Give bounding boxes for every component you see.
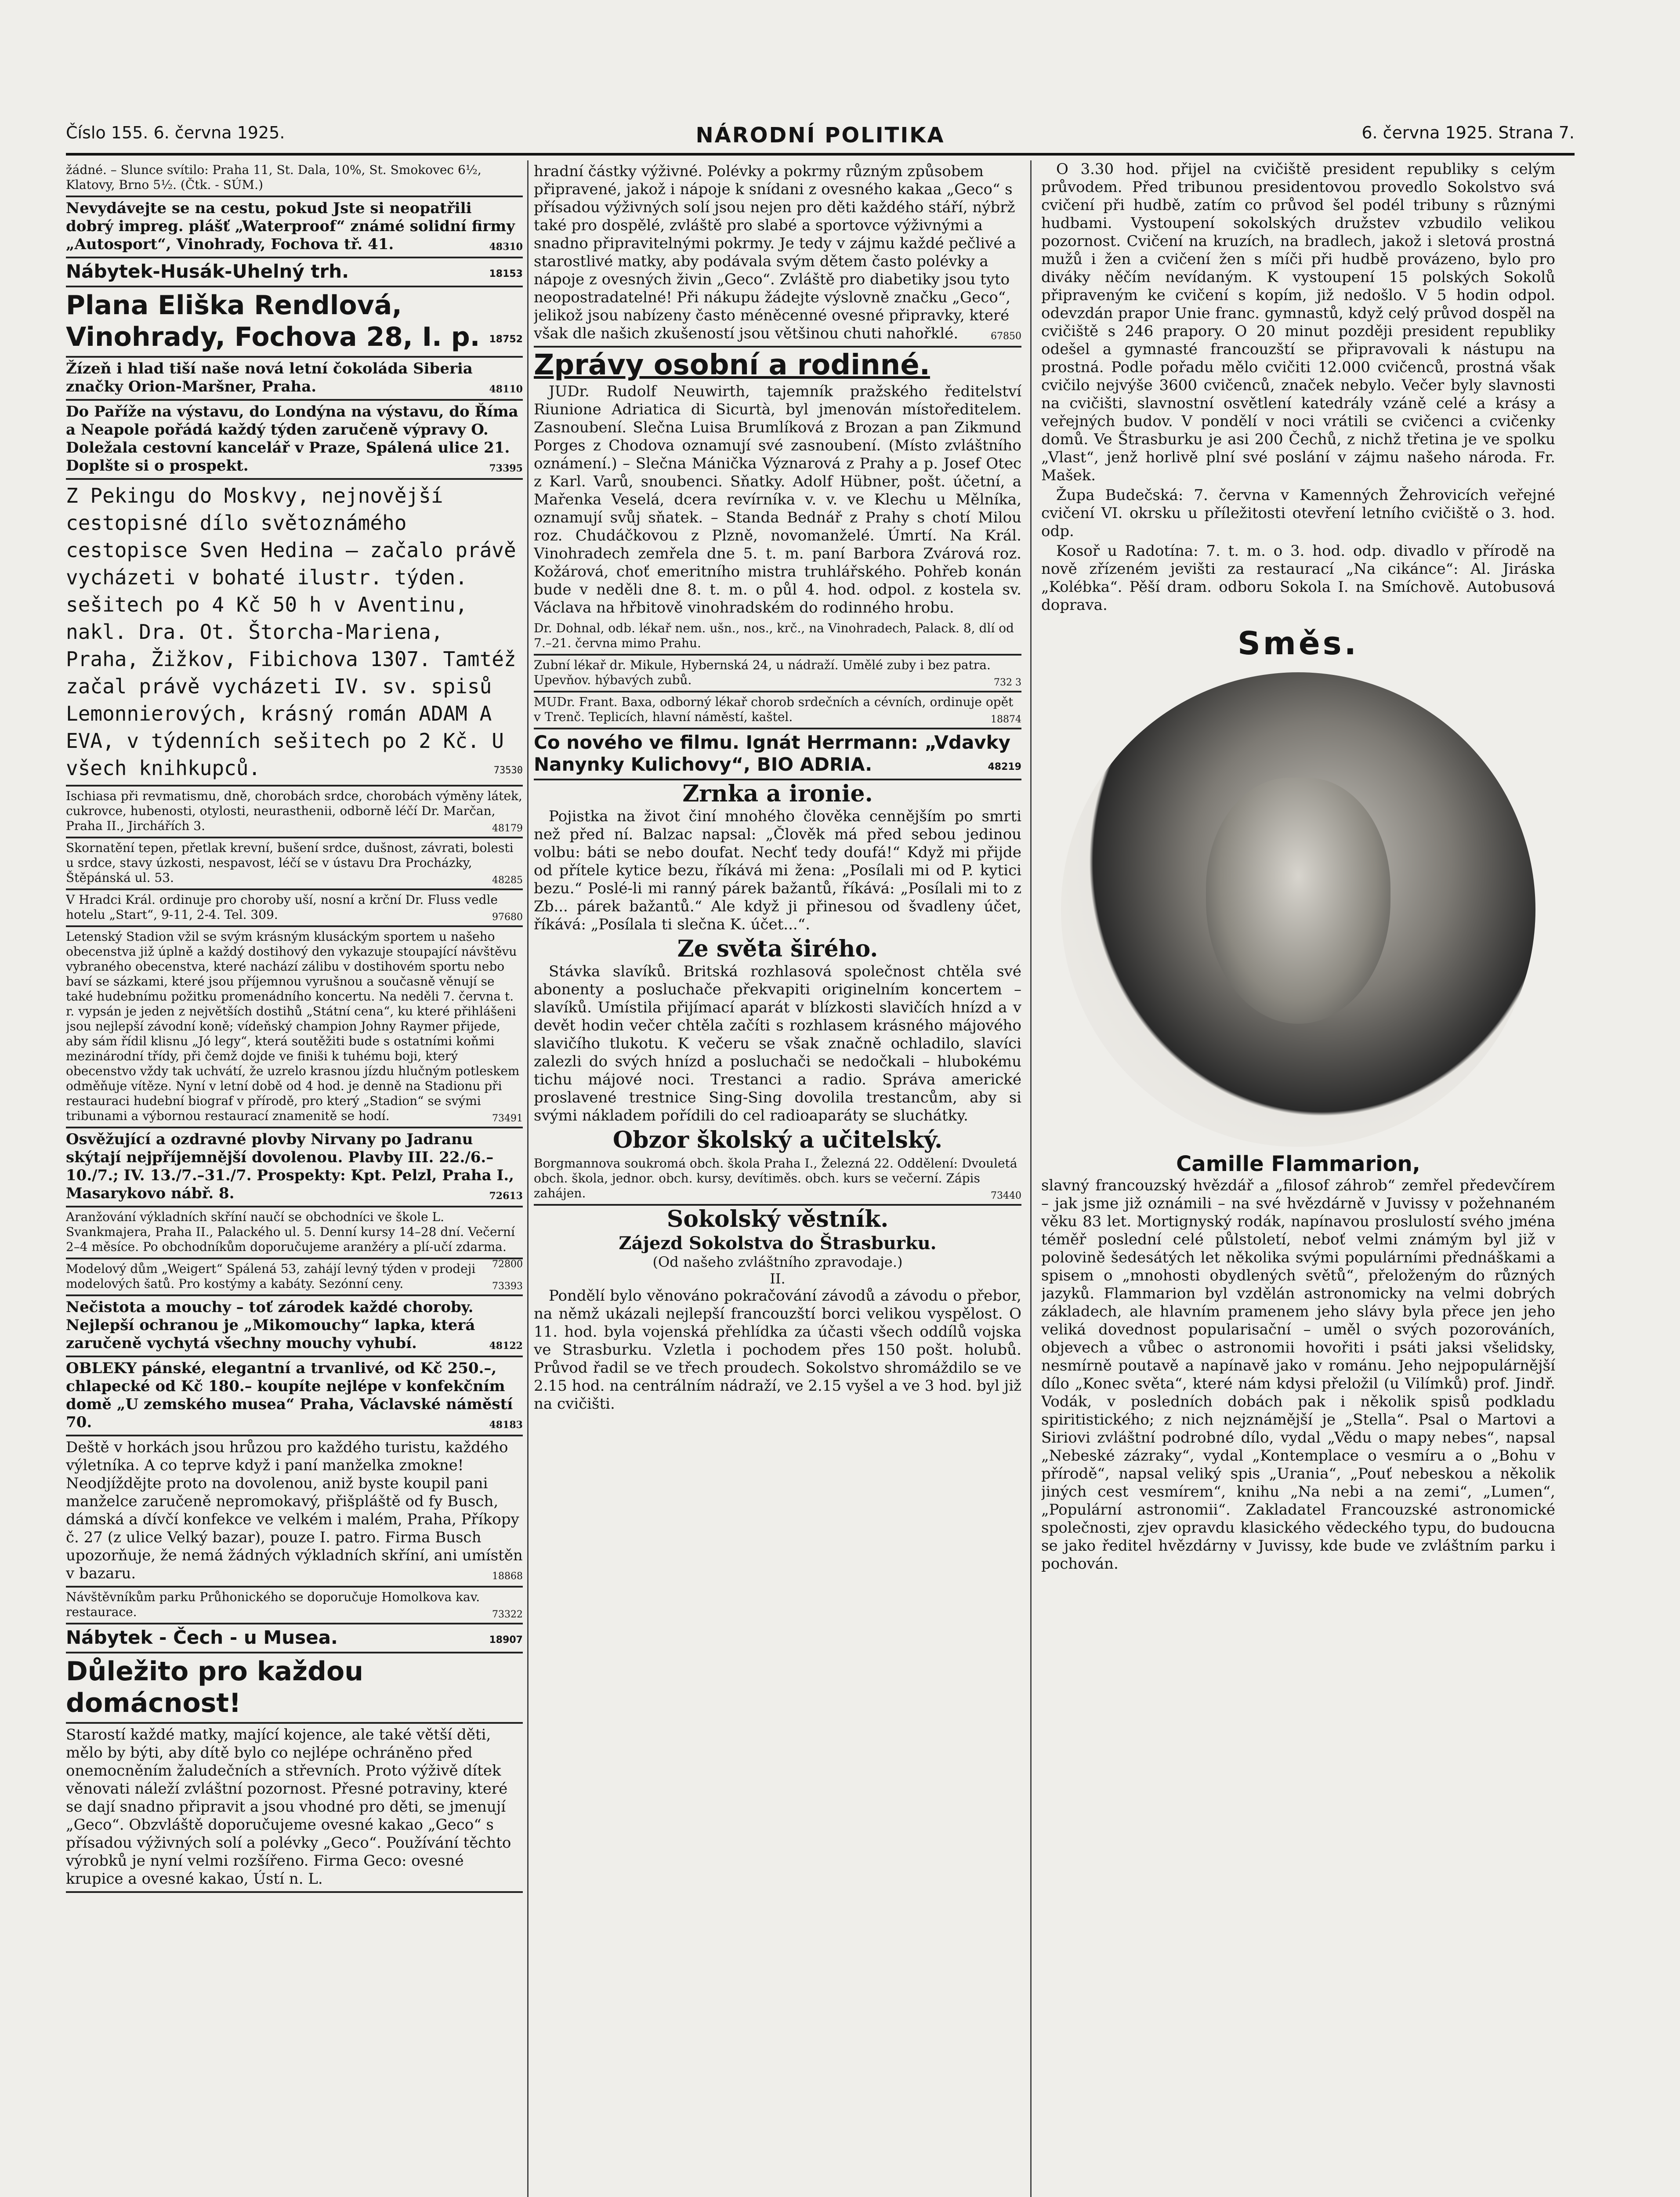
article-text: hradní částky výživné. Polévky a pokrmy různým způsobem připravené, jakož i nápoje k snídani z ovesného kakaa „Geco“ s přísadou výživných solí jsou nejen pro děti každého stáří, nýbrž také pro dospělé, zvláště pro slabé a sportovce výživnými a snadno připravitelnými pokrmy. Je tedy v zájmu každé pečlivé a starostlivé matky, aby podávala svým dětem často polévky a nápoje z ovesných živin „Geco“. Zvláště pro diabetiky jsou tyto neopostradatelné! Při nákupu žádejte výslovně značku „Geco“, jelikož jsou nabízeny často méněcenné ovesné připravky, které však dle našich zkušeností jsou většinou chuti nahořklé. [534,163,1016,342]
doctor-ad [534,656,1021,692]
zrnka-text: Pojistka na život činí mnohého člověka cennějším po smrti než před ní. Balzac napsal: „Člověk má před sebou jedinou volbu: báti se nebo doufat. Nechť tedy doufá!“ Když mi přijde od přítele kytice bezu, říkává mi žena: „Posílali mi od P. kytici bezu.“ Poslé-li mi ranný párek bažantů, říkává: „Posílali mi to z Zb... párek bažantů.“ Ale když ji přinesou od švadleny účet, říkává: „Posílala ti slečna K. účet...“. [534,808,1021,933]
page-number: 6. června 1925. Strana 7. [1361,123,1575,142]
sokol-continued: O 3.30 hod. přijel na cvičiště president republiky s celým průvodem. Před tribunou presidentovou provedlo Sokolstvo svá cvičení při hudbě, zatím co průvod šel podél tribuny s různými hudbami. Vystoupení sokolských družstev vzbudilo velikou pozornost. Cvičení na kruzích, na bradlech, jakož i sletová prostná mužů i žen a cvičení žen s míči při hudbě provázeno, bylo pro diváky něčím nevídaným. K vystoupení 15 polských Sokolů připraveným ke cvičení s kopím, již nedošlo. V 5 hodin odpol. odevzdán prapor Unie franc. gymnastů, když celý průvod dospěl na cvičiště s 246 prapory. O 20 minut později president republiky odešel a gymnasté francouzští se připravovali k nástupu na prostná. Podle pořadu mělo cvičiti 12.000 cvičenců, prostná však cvičilo nejvýše 3600 cvičenců, značek nebylo. Večer byly slavnosti na cvičišti, slavnostní osvětlení katedrály vzáně celé a krásy a veřejných budov. V pondělí v noci vrátili se cvičenci a cvičenky domů. Ve Štrasburku je asi 200 Čechů, z nichž třetina je ve spolku „Vlast“, jenž horlivě plní své poslání v zájmu našeho národa. Fr. Mašek. [1041,160,1555,484]
portrait-image [1061,672,1535,1147]
classified-ad [66,787,523,838]
classified-ad [66,1296,523,1357]
classified-ad-text: Návštěvníkům parku Průhonického se doporučuje Homolkova kav. restaurace. [66,1590,480,1619]
ad-number: 18868 [492,1571,523,1582]
classified-ad [66,1653,523,1724]
personal-news: JUDr. Rudolf Neuwirth, tajemník pražského ředitelství Riunione Adriatica di Sicurtà, byl jmenován místoředitelem. Zasnoubení. Slečna Luisa Brumlíková z Brozan a pan Zikmund Porges z Chodova oznamují své zasnoubení. (Místo zvláštního oznámení.) – Slečna Mánička Význarová z Prahy a p. Josef Otec z Karl. Varů, snoubenci. Sňatky. Adolf Hübner, pošt. účetní, a Mařenka Veselá, dcera revírníka v. v. ve Klechu u Mělníka, oznamují svůj sňatek. – Standa Bednář z Prahy s chotí Milou roz. Chudáčkovou z Plzně, novomanželé. Úmrtí. Na Král. Vinohradech zemřela dne 5. t. m. paní Barbora Zvárová roz. Kožárová, choť emeritního mistra truhlářského. Pohřeb konán bude v neděli dne 8. t. m. o půl 4. hod. odpol. z kostela sv. Václava na hřbitově vinohradském do rodinného hrobu. [534,383,1021,616]
classified-ad [66,480,523,787]
issue-number: Číslo 155. 6. června 1925. [66,123,285,142]
section-title-zrnka: Zrnka a ironie. [682,780,873,807]
ad-number: 73440 [991,1190,1021,1201]
sokol-part: II. [770,1270,786,1287]
classified-ad-text: žádné. – Slunce svítilo: Praha 11, St. Dala, 10%, St. Smokovec 6½, Klatovy, Brno 5½. (Čtk. - SÚM.) [66,163,482,192]
sokol-source: (Od našeho zvláštního zpravodaje.) [652,1254,903,1270]
doctor-ad-text: Zubní lékař dr. Mikule, Hybernská 24, u nádraží. Umělé zuby i bez patra. Upevňov. hýbavých zubů. [534,658,991,687]
classified-ad [66,258,523,287]
classified-ad [66,1588,523,1624]
ad-number: 48285 [492,875,523,886]
portrait-face [1206,778,1390,1024]
classified-ad-text: Plana Eliška Rendlová, Vinohrady, Fochova 28, I. p. [66,290,480,352]
section-title-svet: Ze světa širého. [677,935,878,962]
classified-ad [66,358,523,401]
ad-number: 73322 [492,1609,523,1620]
zupa-notice: Župa Budečská: 7. června v Kamenných Žehrovicích veřejné cvičení VI. okrsku u příležitosti otevření letního cvičiště o 3. hod. odp. [1041,486,1555,540]
sokol-subtitle: Zájezd Sokolstva do Štrasburku. [619,1233,937,1254]
ad-number: 48183 [489,1419,523,1431]
classified-ad [66,1259,523,1296]
doctor-ads [534,619,1021,729]
ad-number: 732 3 [994,677,1021,688]
doctor-ad [534,692,1021,729]
classified-ad-text: Letenský Stadion vžil se svým krásným klusáckým sportem u našeho obecenstva již úplně a každý dostihový den vykazuje stoupající návštěvu vybraného obecenstva, které nachází zálibu v dostihovém sportu nebo baví se sázkami, které jsou příjemnou vyrušnou a současně věnují se také hudebnímu požitku promenádního koncertu. Na neděli 7. června t. r. vypsán je jeden z největších dostihů „Státní cena“, ku které přihlášeni jsou nejlepší závodní koně; vídeňský champion Johny Raymer přijede, aby sám řídil klisnu „Jó legy“, která soutěžiti bude s ostatními koňmi mezinárodní třídy, při čemž dojde ve finiši k tuhému boji, který obecenstvo vždy tak uchvátí, že uzrelo krasnou jízdu hlučným potleskem odměňuje vítěze. Nyní v letní době od 4 hod. je denně na Stadionu při restauraci hudební biograf v přírodě, pro který „Stadion“ se svými tribunami a výbornou restaurací znamenitě se hodí. [66,929,520,1123]
ad-number: 18752 [489,334,523,345]
svet-text: Stávka slavíků. Britská rozhlasová společnost chtěla své abonenty a posluchače překvapiti originelním koncertem – slavíků. Umístila přijímací aparát v blízkosti slavičích hnízd a v devět hodin večer chtěla začíti s rozhlasem krásného májového slavičího tlukotu. K večeru se však značně ochladilo, slavíci zalezli do svých hnízd a posluchači se nedočkali – hlubokému tichu májové noci. Trestanci a radio. Správa americké proslavené trestnice Sing-Sing dovolila trestancům, aby si svými nákladem pořídili do cel radioaparáty se sluchátky. [534,963,1021,1124]
header-rule [66,153,1575,156]
ad-number: 97680 [492,912,523,923]
classified-ad [66,1624,523,1653]
classified-ad-text: Důležito pro každou domácnost! [66,1656,363,1718]
sokol-text: Pondělí bylo věnováno pokračování závodů a závodu o přebor, na němž ukázali nejlepší francouzští borci velikou vyspělost. O 11. hod. byla vojenská přehlídka za účasti všech oddílů vojska ve Strasburku. Vzletla i pochodem přes 150 pošt. holubů. Průvod řadil se ve třech proudech. Sokolstvo shromáždilo se ve 2.15 hod. na centrálním nádraží, ve 2.15 vyšel a ve 3 hod. byl již na cvičišti. [534,1287,1021,1413]
section-title-smes: Směs. [1238,625,1359,662]
column-news [534,160,1021,2197]
classified-ad-text: Nečistota a mouchy – toť zárodek každé choroby. Nejlepší ochranou je „Mikomouchy“ lapka, která zaručeně vychytá všechny mouchy vyhubí. [66,1298,475,1352]
classified-ad-text: Aranžování výkladních skříní naučí se obchodníci ve škole L. Svankmajera, Praha II., Palackého ul. 5. Denní kursy 14–28 dní. Večerní 2–4 měsíce. Po obchodníkům doporučujeme aranžéry a plí-učí zdarma. [66,1210,515,1254]
classified-ad-text: Skornatění tepen, přetlak krevní, bušení srdce, dušnost, závrati, bolesti u srdce, stavy úzkosti, nespavost, léčí se v ústavu Dra Procházky, Štěpánská ul. 53. [66,841,514,885]
ad-number: 48219 [988,761,1021,772]
column-divider [527,160,529,2197]
doctor-ad-text: MUDr. Frant. Baxa, odborný lékař chorob srdečních a cévních, ordinuje opět v Trenč. Teplicích, hlavní náměstí, kaštel. [534,695,1014,724]
school-ad-text: Borgmannova soukromá obch. škola Praha I., Železná 22. Oddělení: Dvouletá obch. škola, jednor. obch. kursy, devítiměs. obch. kurs se večerní. Zápis zahájen. [534,1156,1017,1200]
geco-article [534,160,1021,348]
masthead: NÁRODNÍ POLITIKA [695,123,945,148]
ad-number: 48110 [489,384,523,395]
ad-number: 18907 [489,1635,523,1646]
ad-number: 73393 [492,1281,523,1292]
ad-number: 72613 [489,1190,523,1202]
classified-ad-text: Nevydávejte se na cestu, pokud Jste si neopatřili dobrý impreg. plášť „Waterproof“ známé solidní firmy „Autosport“, Vinohrady, Fochova tř. 41. [66,199,515,253]
classified-ad-text: Starostí každé matky, mající kojence, ale také větší děti, mělo by býti, aby dítě bylo co nejlépe ochráněno před onemocněním žaludečních a střevních. Proto výživě dítek věnovati náleží zvláštní pozornost. Přesné potraviny, které se dají snadno připravit a jsou vhodné pro děti, se jmenují „Geco“. Obzvláště doporučujeme ovesné kakao „Geco“ s přísadou výživných solí a polévky „Geco“. Používání těchto výrobků je nyní velmi rozšířeno. Firma Geco: ovesné krupice a ovesné kakao, Ústí n. L. [66,1726,511,1888]
classified-ad-text: Nábytek - Čech - u Musea. [66,1627,338,1648]
classified-ad-text: Osvěžující a ozdravné plovby Nirvany po Jadranu skýtají nejpříjemnější dovolenou. Plavby III. 22./6.–10./7.; IV. 13./7.–31./7. Prospekty: Kpt. Pelzl, Praha I., Masarykovo nábř. 8. [66,1131,514,1202]
ad-number: 67850 [991,331,1021,342]
classified-ad-text: Modelový dům „Weigert“ Spálená 53, zahájí levný týden v prodeji modelových šatů. Pro kostýmy a kabáty. Sezónní ceny. [66,1262,476,1291]
page-header [66,123,1575,154]
doctor-ad [534,619,1021,656]
classified-ad-text: OBLEKY pánské, elegantní a trvanlivé, od Kč 250.–, chlapecké od Kč 180.– koupíte nejlépe v konfekčním domě „U zemského musea“ Praha, Václavské náměstí 70. [66,1360,513,1431]
classified-ad-text: Z Pekingu do Moskvy, nejnovější cestopisné dílo světoznámého cestopisce Sven Hedina – začalo právě vycházeti v bohaté ilustr. týden. sešitech po 4 Kč 50 h v Aventinu, nakl. Dra. Ot. Štorcha-Mariena, Praha, Žižkov, Fibichova 1307. Tamtéž začal právě vycházeti IV. sv. spisů Lemonnierových, krásný román ADAM A EVA, v týdenních sešitech po 2 Kč. U všech knihkupců. [66,484,516,780]
classified-ad-text: Nábytek-Husák-Uhelný trh. [66,261,349,282]
classified-ad [66,160,523,197]
flammarion-obituary: slavný francouzský hvězdář a „filosof záhrob“ zemřel předevčírem – jak jsme již oznámili – na své hvězdárně v Juvissy v požehnaném věku 83 let. Mortignyský rodák, napínavou proslulostí svého jména téměř poslední celé půlstoletí, neboť velmi známým byl již v polovině šedesátých let několika svými populárními přednáškami a spisem o „mnohosti obydlených světů“, přeloženým do různých jazyků. Flammarion byl vzdělán astronomicky na velmi dobrých základech, ale hlavním pramenem jeho slávy byla přece jen jeho veliká dovednost popularisační – uměl o svých pozorováních, objevech a vůbec o astronomii hovořiti i psáti jaksi všelidsky, nesmírně poutavě a napínavě jako v románu. Jeho nejpopulárnější dílo „Konec světa“, které nám kdysi přeložil (u Vilímků) prof. Jindř. Vodák, v posledních dobách pak i několik spisů podkladu spiritistického; z nich nejznámější je „Stella“. Psal o Martovi a Siriovi zvláštní podrobné dílo, vydal „Vědu o mapy nebes“, napsal „Nebeské zázraky“, vydal „Kontemplace o vesmíru a o „Bohu v přírodě“, napsal veliký spis „Urania“, „Pouť nebeskou a několik jiných cest vesmírem“, knihu „Na nebi a na zemi“, „Lumen“, „Populární astronomii“. Zakladatel Francouzské astronomické společnosti, zjev opravdu klasického vědeckého typu, do budoucna se jako ředitel hvězdárny v Juvissy, kde bude ve zvláštním parku i pochován. [1041,1177,1555,1573]
ad-number: 48122 [489,1340,523,1352]
portrait-caption: Camille Flammarion, [1176,1152,1420,1176]
ad-number: 72800 [492,1259,523,1270]
classified-ad [66,1357,523,1436]
ad-number: 48179 [492,823,523,834]
section-title-sokol: Sokolský věstník. [666,1206,889,1233]
section-title-personal: Zprávy osobní a rodinné. [534,349,930,381]
classified-ad [66,197,523,258]
ad-number: 48310 [489,241,523,253]
classified-ad [66,1128,523,1207]
classified-ad [66,838,523,890]
ad-number: 73491 [492,1113,523,1124]
school-ad [534,1154,1021,1206]
column-sokol-smes [1041,160,1555,2197]
classified-ad-text: Žízeň i hlad tiší naše nová letní čokoláda Siberia značky Orion-Maršner, Praha. [66,360,473,395]
ad-number: 73530 [493,765,523,776]
classified-ad [66,1207,523,1270]
column-divider [1030,160,1032,2197]
classified-ad [66,287,523,358]
doctor-ad-text: Dr. Dohnal, odb. lékař nem. ušn., nos., krč., na Vinohradech, Palack. 8, dlí od 7.–21. června mimo Prahu. [534,621,1014,650]
classified-ad [66,1436,523,1588]
classified-ad [66,1724,523,1893]
ad-number: 18153 [489,268,523,279]
column-advertisements [66,160,523,2197]
classified-ad [66,927,523,1128]
classified-ad-text: Deště v horkách jsou hrůzou pro každého turistu, každého výletníka. A co teprve když i paní manželka zmokne! Neodjíždějte proto na dovolenou, aniž byste koupil pani manželce zaručeně nepromokavý, přišpláště od fy Busch, dámská a dívčí konfekce ve velkém i malém, Praha, Příkopy č. 27 (z ulice Velký bazar), pouze I. patro. Firma Busch upozorňuje, že nemá žádných výkladních skříní, ani umístěn v bazaru. [66,1439,523,1582]
ad-number: 73395 [489,463,523,474]
ad-number: 18874 [991,714,1021,725]
classified-ad [66,890,523,927]
classified-ad-text: V Hradci Král. ordinuje pro choroby uší, nosní a krční Dr. Fluss vedle hotelu „Start“, 9-11, 2-4. Tel. 309. [66,892,498,922]
classified-ad-text: Do Paříže na výstavu, do Londýna na výstavu, do Říma a Neapole pořádá každý týden zaručeně výpravy O. Doležala cestovní kancelář v Praze, Spálená ulice 21. Doplšte si o prospekt. [66,403,518,475]
classified-ad [66,401,523,480]
film-ad-text: Co nového ve filmu. Ignát Herrmann: „Vdavky Nanynky Kulichovy“, BIO ADRIA. [534,732,1010,775]
section-title-obzor: Obzor školský a učitelský. [612,1127,943,1153]
classified-ad-text: Ischiasa při revmatismu, dně, chorobách srdce, chorobách výměny látek, cukrovce, hubenosti, otylosti, neurasthenii, odborně léčí Dr. Marčan, Praha II., Jirchářích 3. [66,789,522,833]
kosor-notice: Kosoř u Radotína: 7. t. m. o 3. hod. odp. divadlo v přírodě na nově zřízeném jevišti za restaurací „Na cikánce“: Al. Jiráska „Kolébka“. Pěší dram. odboru Sokola I. na Smíchově. Autobusová doprava. [1041,542,1555,614]
film-ad [534,729,1021,780]
